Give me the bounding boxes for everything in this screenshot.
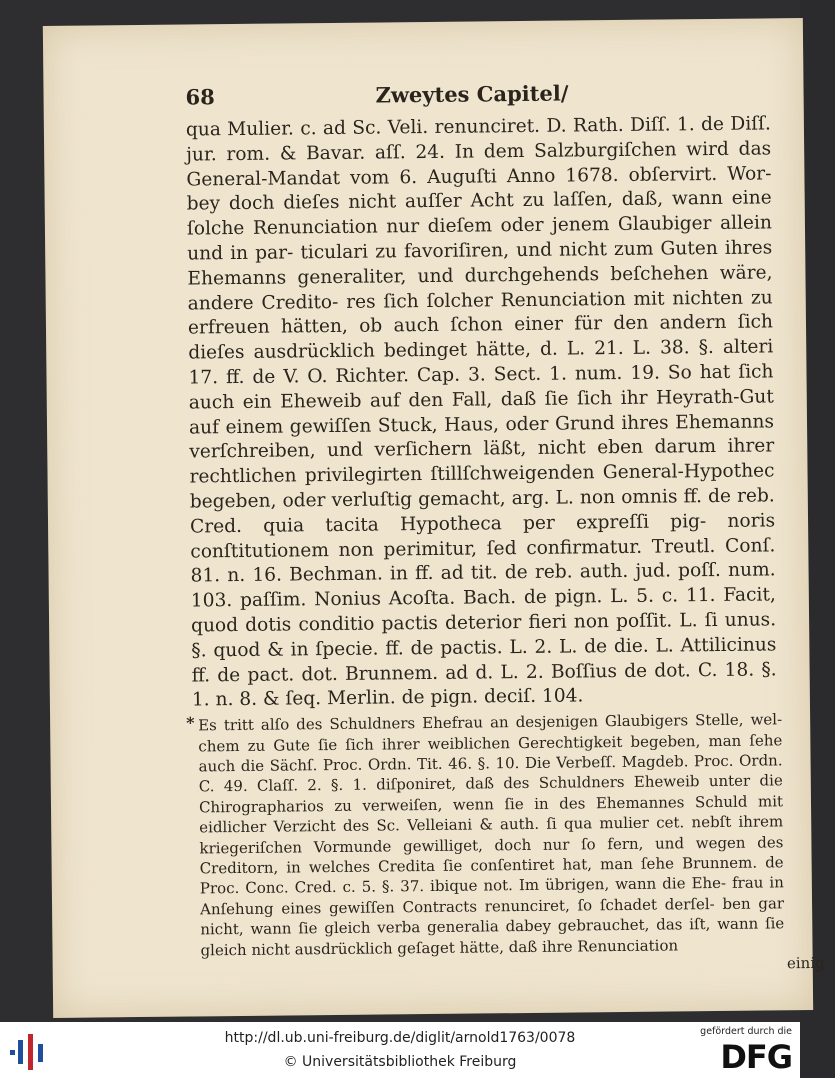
catchword: einig [786,953,825,973]
footnote-text: Es tritt alſo des Schuldners Ehefrau an desjenigen Glaubigers Stelle, wel- chem zu Gute ſie ſich ihrer weiblichen Gerechtigkeit begeben, man ſehe auch die Sächſ. Proc. Ordn. Tit. 46. §. 10. Die Verbeſſ. Magdeb. Proc. Ordn. C. 49. Claſſ. 2. §. 1. diſponiret, daß des Schuldners Eheweib unter die Chirographarios zu verweiſen, wenn ſie in des Ehemannes Schuld mit eidlicher Verzicht des Sc. Velleiani & auth. ſi qua mulier cet. nebſt ihrem kriegeriſchen Vormunde gewilliget, doch nur ſo fern, und wegen des Creditorn, in welches Credita ſie conſentiret hat, man ſehe Brunnem. de Proc. Conc. Cred. c. 5. §. 37. ibique not. Im übrigen, wann die Ehe- frau in Anſehung eines gewiſſen Contracts renunciret, ſo ſchadet derſel- ben gar nicht, wann ſie gleich verba generalia dabey gebrauchet, das iſt, wann ſie gleich nicht ausdrücklich geſaget hätte, daß ihre Renunciation [198,710,785,959]
funding-label: gefördert durch die [700,1026,792,1037]
viewer-footer [0,1022,800,1078]
running-head: Zweytes Capitel/ [375,80,569,108]
copyright-notice: © Universitätsbibliothek Freiburg [283,1054,517,1070]
book-page [43,18,825,1018]
page-number: 68 [185,84,215,110]
dfg-logo[interactable]: DFG [720,1038,792,1076]
permalink[interactable]: http://dl.ub.uni-freiburg.de/diglit/arnold1763/0078 [224,1030,576,1046]
footnote [186,709,785,960]
page-header [185,78,825,119]
page-content [185,78,834,979]
main-text: qua Mulier. c. ad Sc. Veli. renunciret. D. Rath. Diſſ. 1. de Diſſ. jur. rom. & Bavar. aſſ. 24. In dem Salzburgiſchen wird das General-Mandat vom 6. Auguſti Anno 1678. obſervirt. Wor- bey doch dieſes nicht auſſer Acht zu laſſen, daß, wann eine ſolche Renunciation nur dieſem oder jenem Glaubiger allein und in par- ticulari zu favoriſiren, und nicht zum Guten ihres Ehemanns generaliter, und durchgehends beſchehen wäre, andere Credito- res ſich ſolcher Renunciation mit nichten zu erfreuen hätten, ob auch ſchon einer für den andern ſich dieſes ausdrücklich bedinget hätte, d. L. 21. L. 38. §. alteri 17. ff. de V. O. Richter. Cap. 3. Sect. 1. num. 19. So hat ſich auch ein Eheweib auf den Fall, daß ſie ſich ihr Heyrath-Gut auf einem gewiſſen Stuck, Haus, oder Grund ihres Ehemanns verſchreiben, und verſichern läßt, nicht eben darum ihrer rechtlichen privilegirten ſtillſchweigenden General-Hypothec begeben, oder verluſtig gemacht, arg. L. non omnis ff. de reb. Cred. quia tacita Hypotheca per expreſſi pig- noris conſtitutionem non perimitur, ſed confirmatur. Treutl. Conſ. 81. n. 16. Bechman. in ff. ad tit. de reb. auth. jud. poſſ. num. 103. paſſim. Nonius Acoſta. Bach. de pign. L. 5. c. 11. Facit, quod dotis conditio pactis deterior fieri non poſſit. L. ſi unus. §. quod & in ſpecie. ff. de pactis. L. 2. L. de die. L. Attilicinus ff. de pact. dot. Brunnem. ad d. L. 2. Boſſius de dot. C. 18. §. 1. n. 8. & ſeq. Merlin. de pign. deciſ. 104. [185,113,777,711]
footnote-mark: * [186,713,195,733]
